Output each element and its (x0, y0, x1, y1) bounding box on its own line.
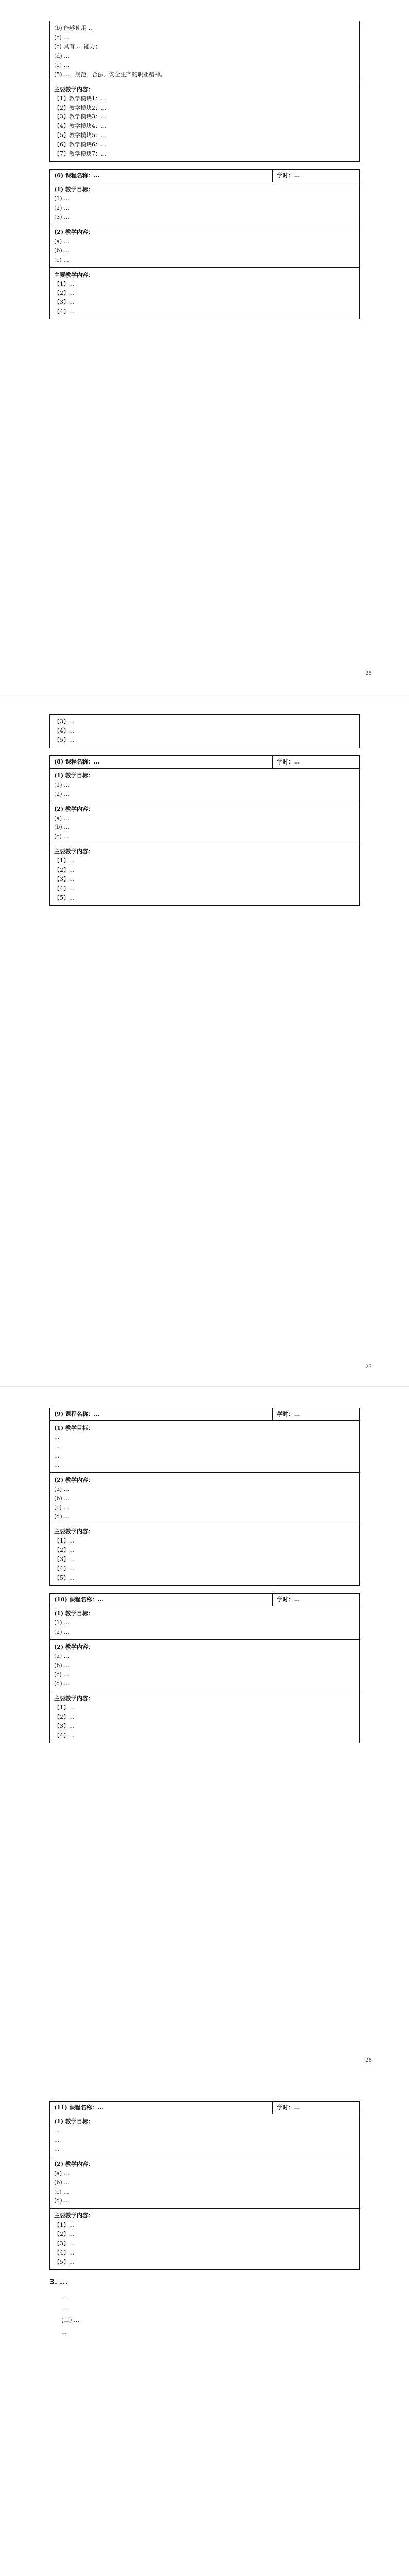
section-title: (1) 教学目标： (54, 772, 94, 779)
section-title: 主要教学内容： (54, 848, 94, 855)
content-line: 【2】... (54, 1547, 75, 1554)
content-line: (2) ... (54, 204, 70, 211)
course-content-row (50, 1472, 360, 1524)
content-line: ... (54, 1433, 60, 1440)
content-line: 【5】... (54, 736, 75, 743)
course-name-cell: (11) 课程名称：... (50, 2102, 273, 2114)
content-line: 【5】... (54, 2259, 75, 2266)
course-content-cell (50, 1691, 360, 1743)
content-line: (a) ... (54, 2170, 70, 2177)
course-content-cell (50, 1472, 360, 1524)
course-content-cell (50, 2157, 360, 2209)
course-hours-cell: 学时：... (272, 1408, 359, 1421)
course-header-row (50, 1593, 360, 1606)
content-line: 【3】... (54, 1556, 75, 1563)
course-content-row (50, 1524, 360, 1586)
course-table (49, 21, 360, 162)
course-content-cell (50, 1606, 360, 1639)
course-content-row (50, 1639, 360, 1691)
content-line: (c) ... (54, 1504, 69, 1511)
course-header-row (50, 2102, 360, 2114)
course-name-cell: (9) 课程名称：... (50, 1408, 273, 1421)
course-content-cell (50, 1639, 360, 1691)
course-content-cell (50, 225, 360, 267)
course-content-cell (50, 267, 360, 319)
content-line: (d) ... (54, 52, 70, 59)
content-line: (c) ... (54, 833, 69, 840)
section-title: (2) 教学内容： (54, 2160, 94, 2167)
section-title: (2) 教学内容： (54, 228, 94, 235)
course-table (49, 755, 360, 906)
section-title: 主要教学内容： (54, 271, 94, 278)
content-line: 【2】... (54, 867, 75, 874)
content-line: (c) ... (54, 256, 69, 263)
course-content-row (50, 1691, 360, 1743)
course-hours-cell: 学时：... (272, 2102, 359, 2114)
content-line: ... (54, 1443, 60, 1450)
document-page (0, 693, 409, 1387)
course-content-cell (50, 715, 360, 748)
content-line: 【3】... (54, 1723, 75, 1730)
content-line: (c) ... (54, 2188, 69, 2195)
course-hours-cell: 学时：... (272, 1593, 359, 1606)
content-line: 【2】... (54, 290, 75, 297)
course-content-row (50, 844, 360, 906)
content-line: 【3】教学模块3：... (54, 113, 107, 121)
content-line: (b) ... (54, 824, 70, 831)
section-title: 主要教学内容： (54, 86, 94, 93)
content-line: (b) ... (54, 1662, 70, 1669)
content-line: (5) ...、规范、合法、安全生产的职业精神。 (54, 71, 166, 78)
course-content-cell (50, 2209, 360, 2270)
content-line: (a) ... (54, 815, 70, 822)
content-line: (b) ... (54, 247, 70, 254)
content-line: (2) ... (54, 790, 70, 798)
content-line: (b) 能够使用 ... (54, 25, 94, 31)
section-title: (1) 教学目标： (54, 1424, 94, 1431)
course-header-row (50, 1408, 360, 1421)
course-content-cell (50, 802, 360, 844)
content-line: 【3】... (54, 718, 75, 725)
course-table (49, 2101, 360, 2270)
content-line: 【4】教学模块4：... (54, 123, 107, 130)
course-content-row (50, 802, 360, 844)
course-name-cell: (8) 课程名称：... (50, 755, 273, 768)
content-line: (a) ... (54, 1485, 70, 1493)
course-content-row (50, 768, 360, 802)
content-line: (1) ... (54, 1619, 70, 1626)
body-paragraph: ... (61, 2293, 67, 2300)
course-content-cell (50, 2114, 360, 2157)
content-line: ... (54, 2145, 60, 2153)
content-line: (d) ... (54, 1680, 70, 1687)
page-number: 25 (365, 670, 372, 676)
content-line: 【1】... (54, 280, 75, 287)
content-line: 【4】... (54, 885, 75, 892)
content-line: 【4】... (54, 2249, 75, 2257)
section-heading: 3. ... (49, 2278, 68, 2286)
content-line: 【4】... (54, 1565, 75, 1572)
course-content-row (50, 267, 360, 319)
course-content-cell (50, 21, 360, 82)
section-title: (1) 教学目标： (54, 186, 94, 193)
content-line: ... (54, 1452, 60, 1459)
content-line: (1) ... (54, 781, 70, 788)
section-title: 主要教学内容： (54, 2212, 94, 2219)
section-title: 主要教学内容： (54, 1695, 94, 1702)
section-title: 主要教学内容： (54, 1528, 94, 1535)
content-line: (c) ... (54, 33, 69, 41)
course-hours-cell: 学时：... (272, 170, 359, 182)
course-content-cell (50, 768, 360, 802)
section-title: (2) 教学内容： (54, 1476, 94, 1483)
section-title: (2) 教学内容： (54, 805, 94, 812)
course-hours-cell: 学时：... (272, 755, 359, 768)
course-table (49, 1408, 360, 1586)
course-content-row (50, 2114, 360, 2157)
course-content-row (50, 1606, 360, 1639)
course-header-row (50, 755, 360, 768)
content-line: 【3】... (54, 2240, 75, 2247)
content-line: (e) ... (54, 61, 70, 69)
content-line: (d) ... (54, 1513, 70, 1520)
content-line: 【4】... (54, 727, 75, 734)
content-line: (c) ... (54, 1671, 69, 1678)
content-line: 【2】... (54, 1714, 75, 1721)
course-content-row (50, 82, 360, 162)
content-line: 【2】... (54, 2231, 75, 2238)
course-content-cell (50, 182, 360, 225)
course-content-row (50, 225, 360, 267)
course-content-row (50, 21, 360, 82)
course-content-row (50, 2209, 360, 2270)
content-line: (d) ... (54, 2197, 70, 2205)
content-line: 【5】... (54, 894, 75, 901)
course-content-row (50, 182, 360, 225)
course-name-cell: (6) 课程名称：... (50, 170, 273, 182)
content-line: (a) ... (54, 238, 70, 245)
content-line: 【1】... (54, 1704, 75, 1711)
page-number: 28 (365, 2057, 372, 2063)
content-line: 【1】教学模块1：... (54, 95, 107, 102)
content-line: 【1】... (54, 1537, 75, 1545)
course-content-cell (50, 82, 360, 162)
content-line: (a) ... (54, 1652, 70, 1659)
content-line: ... (54, 2136, 60, 2143)
content-line: 【6】教学模块6：... (54, 141, 107, 148)
content-line: (3) ... (54, 213, 70, 221)
body-paragraph: (二) ... (61, 2316, 80, 2324)
content-line: 【3】... (54, 299, 75, 306)
content-line: 【1】... (54, 857, 75, 865)
content-line: 【3】... (54, 876, 75, 883)
content-line: (c) 具有 ... 能力； (54, 43, 101, 50)
content-line: ... (54, 1461, 60, 1468)
content-line: (2) ... (54, 1628, 70, 1635)
course-content-row (50, 1420, 360, 1472)
content-line: 【1】... (54, 2222, 75, 2229)
course-content-cell (50, 1524, 360, 1586)
body-paragraph: ... (61, 2304, 67, 2312)
document-page (0, 1387, 409, 2080)
content-line: 【5】教学模块5：... (54, 132, 107, 139)
course-name-cell: (10) 课程名称：... (50, 1593, 273, 1606)
content-line: (b) ... (54, 2179, 70, 2186)
course-header-row (50, 170, 360, 182)
course-content-cell (50, 844, 360, 906)
course-content-row (50, 2157, 360, 2209)
content-line: (b) ... (54, 1495, 70, 1502)
body-paragraph: ... (61, 2328, 67, 2336)
content-line: 【7】教学模块7：... (54, 150, 107, 158)
page-number: 27 (365, 1364, 372, 1370)
content-line: 【4】... (54, 308, 75, 315)
course-content-cell (50, 1420, 360, 1472)
document-page (0, 0, 409, 693)
content-line: (1) ... (54, 195, 70, 202)
course-table (49, 714, 360, 748)
content-line: 【5】... (54, 1574, 75, 1581)
content-line: ... (54, 2127, 60, 2134)
content-line: 【4】... (54, 1732, 75, 1739)
document-page (0, 2080, 409, 2576)
content-line: 【2】教学模块2：... (54, 104, 107, 111)
course-table (49, 169, 360, 319)
section-title: (2) 教学内容： (54, 1643, 94, 1650)
section-title: (1) 教学目标： (54, 1609, 94, 1617)
section-title: (1) 教学目标： (54, 2117, 94, 2125)
course-content-row (50, 715, 360, 748)
course-table (49, 1593, 360, 1743)
